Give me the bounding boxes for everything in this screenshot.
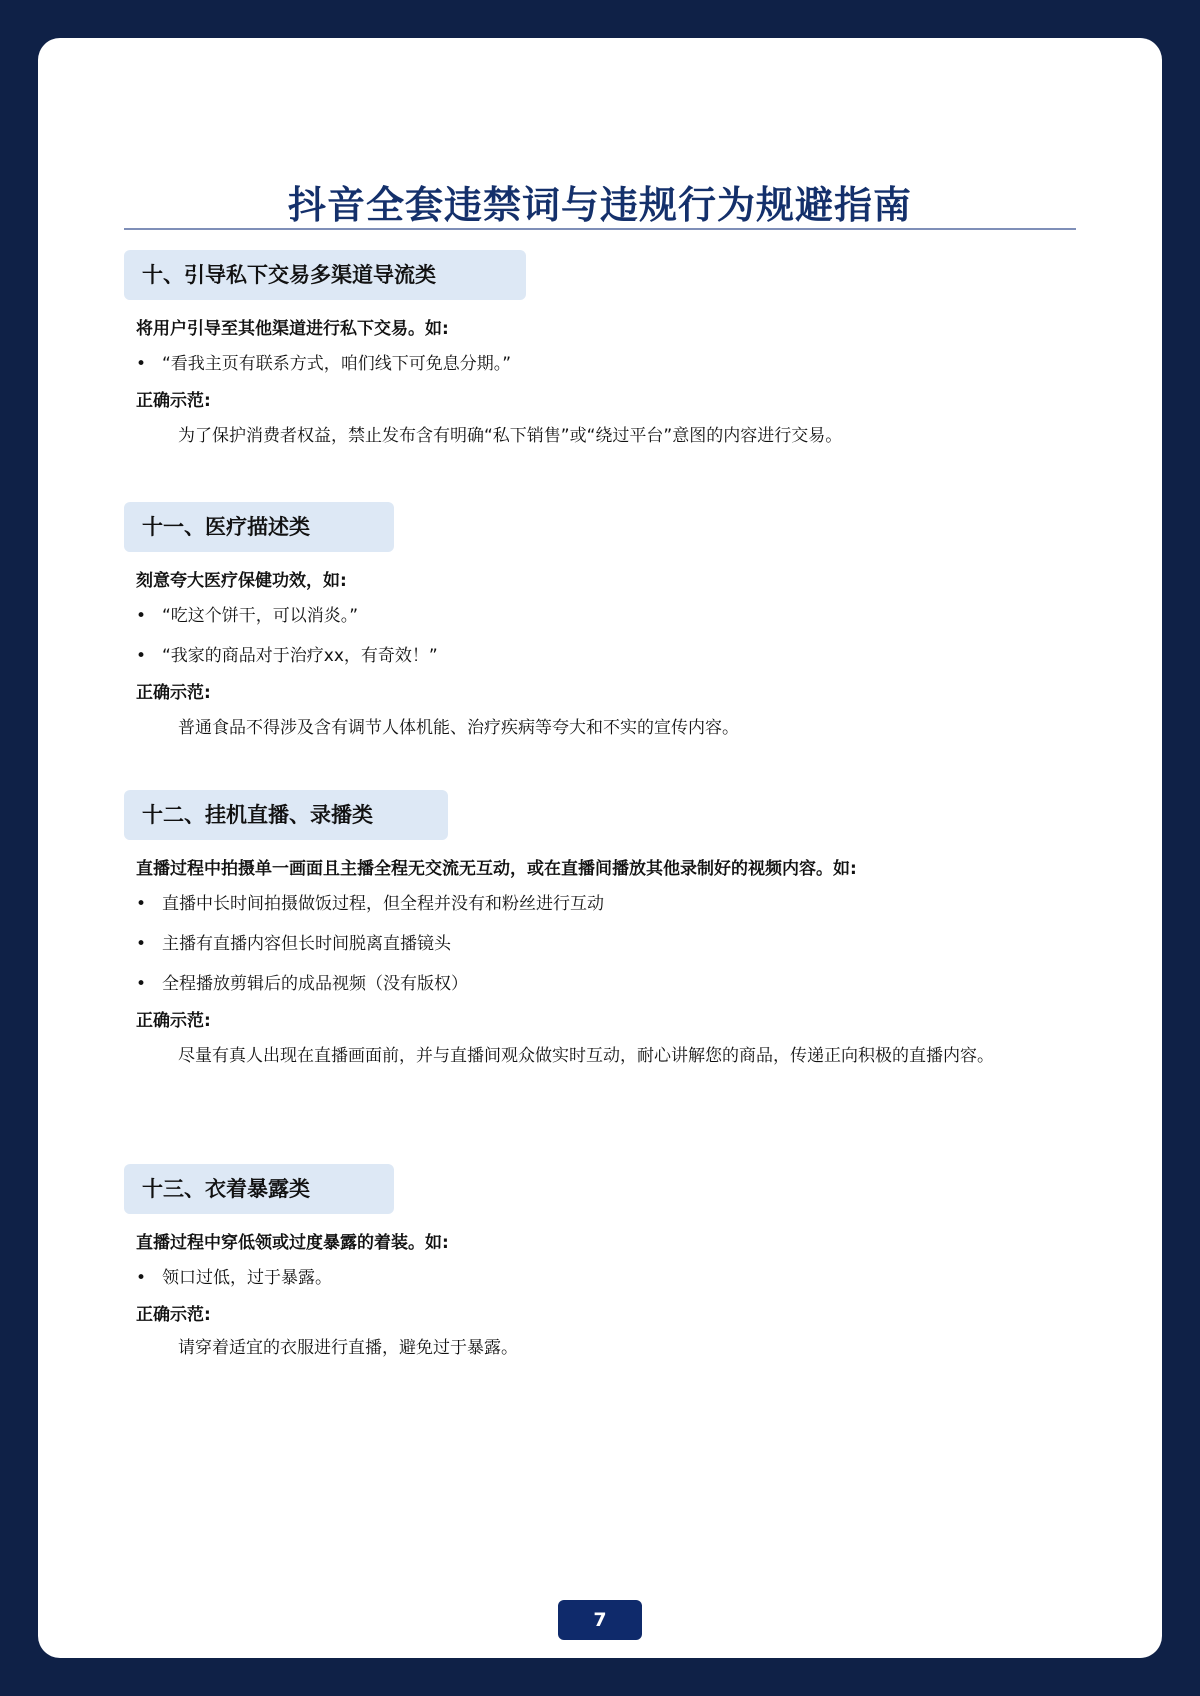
title-divider bbox=[124, 228, 1076, 230]
correct-example-text: 请穿着适宜的衣服进行直播，避免过于暴露。 bbox=[178, 1338, 518, 1358]
section-medical bbox=[124, 502, 1084, 748]
page-number-badge: 7 bbox=[558, 1600, 642, 1640]
bullet-list bbox=[136, 1266, 1084, 1290]
section-heading: 十二、挂机直播、录播类 bbox=[124, 790, 448, 840]
list-item: • 领口过低，过于暴露。 bbox=[136, 1266, 1084, 1290]
section-heading: 十三、衣着暴露类 bbox=[124, 1164, 394, 1214]
section-lead: 直播过程中穿低领或过度暴露的着装。如: bbox=[136, 1233, 449, 1253]
section-heading: 十、引导私下交易多渠道导流类 bbox=[124, 250, 526, 300]
section-heading: 十一、医疗描述类 bbox=[124, 502, 394, 552]
list-item: • “看我主页有联系方式，咱们线下可免息分期。” bbox=[136, 352, 1084, 376]
correct-example-text: 尽量有真人出现在直播画面前，并与直播间观众做实时互动，耐心讲解您的商品，传递正向积极的直播内容。 bbox=[178, 1046, 994, 1066]
correct-example-label: 正确示范: bbox=[136, 391, 211, 411]
section-revealing-clothing bbox=[124, 1164, 1084, 1368]
section-lead: 刻意夸大医疗保健功效，如: bbox=[136, 571, 347, 591]
correct-example-text: 为了保护消费者权益，禁止发布含有明确“私下销售”或“绕过平台”意图的内容进行交易。 bbox=[178, 426, 843, 446]
section-lead: 将用户引导至其他渠道进行私下交易。如: bbox=[136, 319, 449, 339]
document-page bbox=[38, 38, 1162, 1658]
list-item: • 全程播放剪辑后的成品视频（没有版权） bbox=[136, 972, 1084, 996]
correct-example-label: 正确示范: bbox=[136, 683, 211, 703]
list-item: • 直播中长时间拍摄做饭过程，但全程并没有和粉丝进行互动 bbox=[136, 892, 1084, 916]
list-item: • “我家的商品对于治疗xx，有奇效！” bbox=[136, 644, 1084, 668]
section-private-trade bbox=[124, 250, 1084, 456]
bullet-list bbox=[136, 352, 1084, 376]
bullet-list bbox=[136, 604, 1084, 668]
section-idle-live bbox=[124, 790, 1084, 1076]
correct-example-text: 普通食品不得涉及含有调节人体机能、治疗疾病等夸大和不实的宣传内容。 bbox=[178, 718, 739, 738]
list-item: • “吃这个饼干，可以消炎。” bbox=[136, 604, 1084, 628]
list-item: • 主播有直播内容但长时间脱离直播镜头 bbox=[136, 932, 1084, 956]
page-title: 抖音全套违禁词与违规行为规避指南 bbox=[287, 183, 912, 227]
correct-example-label: 正确示范: bbox=[136, 1305, 211, 1325]
correct-example-label: 正确示范: bbox=[136, 1011, 211, 1031]
bullet-list bbox=[136, 892, 1084, 996]
section-lead: 直播过程中拍摄单一画面且主播全程无交流无互动，或在直播间播放其他录制好的视频内容。如: bbox=[136, 859, 857, 879]
